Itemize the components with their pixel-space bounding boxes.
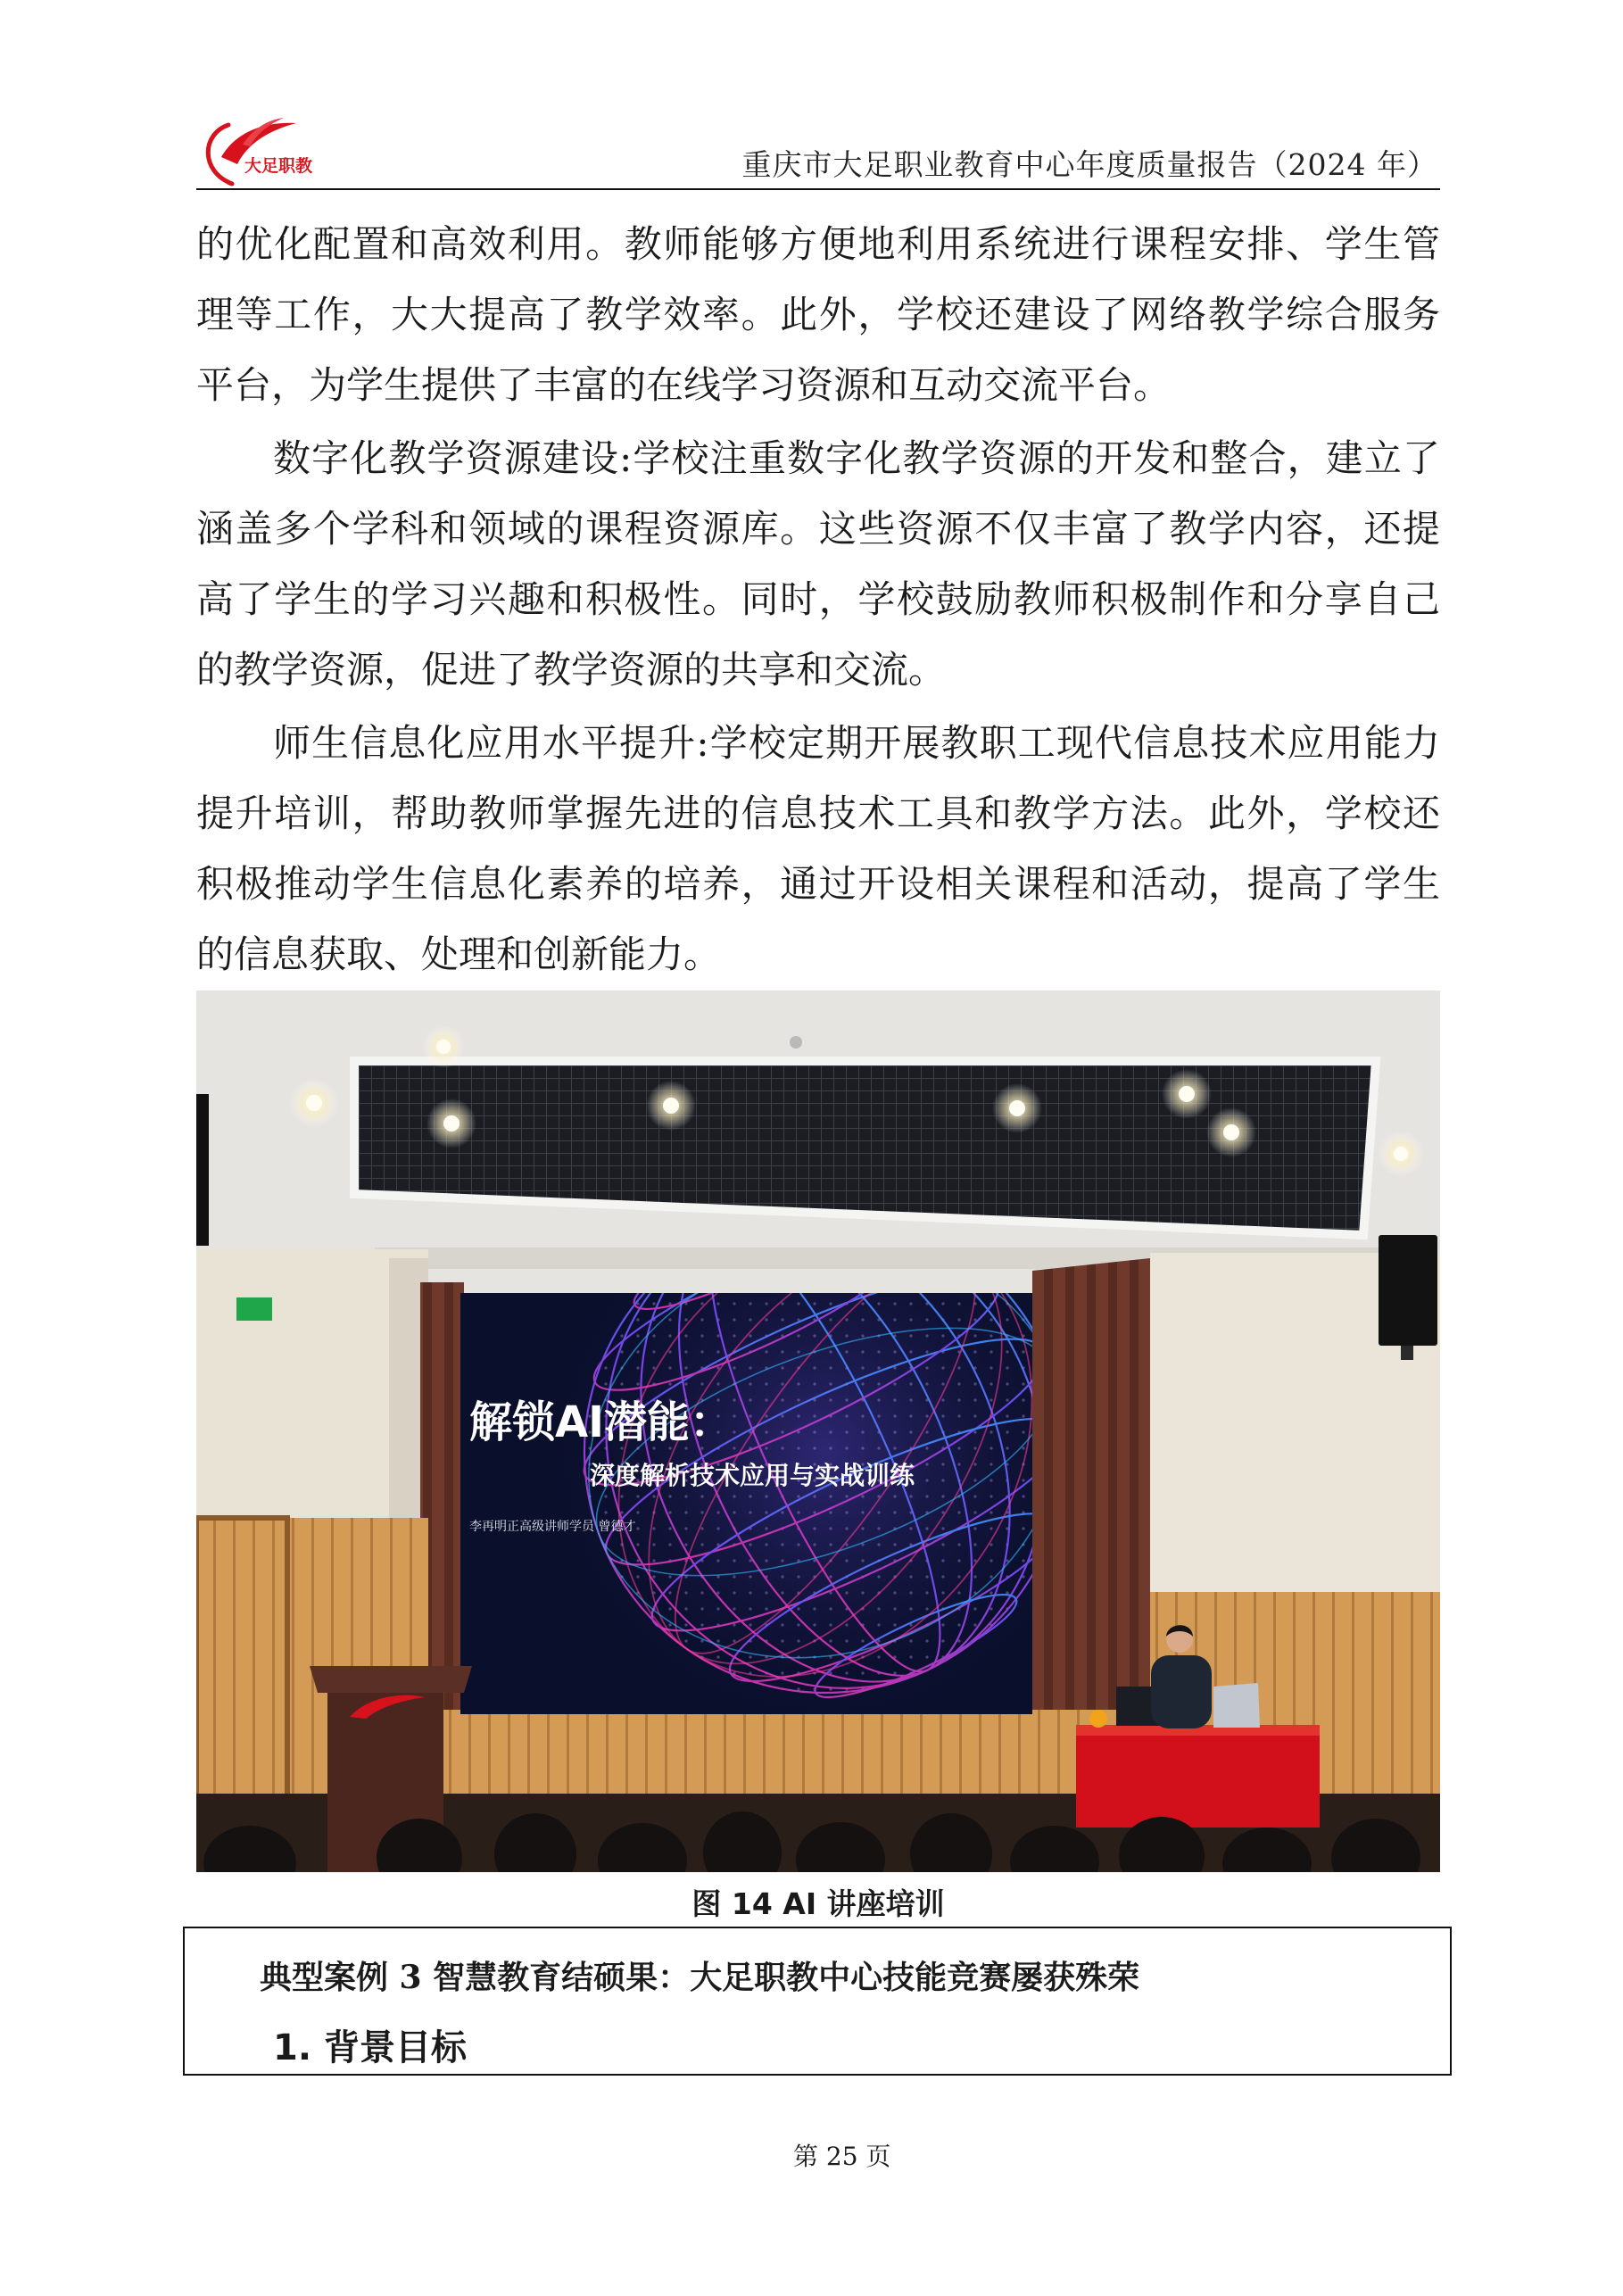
school-logo [195, 112, 328, 191]
text-line: 数字化教学资源建设:学校注重数字化教学资源的开发和整合，建立了 [273, 436, 1440, 480]
text-line: 的优化配置和高效利用。教师能够方便地利用系统进行课程安排、学生管 [196, 222, 1440, 266]
text-line: 平台，为学生提供了丰富的在线学习资源和互动交流平台。 [196, 363, 1172, 407]
text-line: 涵盖多个学科和领域的课程资源库。这些资源不仅丰富了教学内容，还提 [196, 507, 1440, 551]
screen-subtitle: 深度解析技术应用与实战训练 [590, 1461, 915, 1490]
paragraph [196, 423, 1440, 705]
right-speaker [1379, 1235, 1437, 1346]
text-line: 积极推动学生信息化素养的培养，通过开设相关课程和活动，提高了学生 [196, 862, 1440, 906]
screen-byline: 李再明正高级讲师学员 曾德才 [469, 1520, 636, 1534]
case-study-heading: 1. 背景目标 [273, 2027, 467, 2068]
text-line: 提升培训，帮助教师掌握先进的信息技术工具和教学方法。此外，学校还 [196, 792, 1440, 835]
case-study-title: 典型案例 3 智慧教育结硕果：大足职教中心技能竞赛屡获殊荣 [260, 1959, 1140, 1996]
laptop [1213, 1683, 1260, 1728]
report-title: 重庆市大足职业教育中心年度质量报告（2024 年） [741, 147, 1437, 182]
text-line: 师生信息化应用水平提升:学校定期开展教职工现代信息技术应用能力 [273, 721, 1440, 765]
logo-text: 大足职教 [244, 156, 313, 176]
speaker-bracket [1401, 1346, 1413, 1360]
right-curtain [1032, 1258, 1150, 1717]
case-study-box [183, 1927, 1452, 2076]
text-line: 的信息获取、处理和创新能力。 [196, 932, 722, 976]
orange-fruit [1089, 1710, 1107, 1728]
paragraph [196, 209, 1440, 420]
text-line: 的教学资源，促进了教学资源的共享和交流。 [196, 648, 947, 692]
figure-caption: 图 14 AI 讲座培训 [691, 1886, 945, 1921]
paragraph [196, 708, 1440, 990]
exit-sign-icon [236, 1297, 272, 1321]
screen-title: 解锁AI潜能： [469, 1397, 733, 1447]
header-divider [196, 188, 1440, 190]
text-line: 理等工作，大大提高了教学效率。此外，学校还建设了网络教学综合服务 [196, 293, 1440, 336]
lecture-photo [196, 991, 1440, 1872]
text-line: 高了学生的学习兴趣和积极性。同时，学校鼓励教师积极制作和分享自己 [196, 577, 1440, 621]
page-number: 第 25 页 [793, 2142, 891, 2171]
left-speaker [196, 1094, 209, 1246]
sprinkler-icon [790, 1036, 802, 1049]
body-text [196, 209, 1440, 992]
